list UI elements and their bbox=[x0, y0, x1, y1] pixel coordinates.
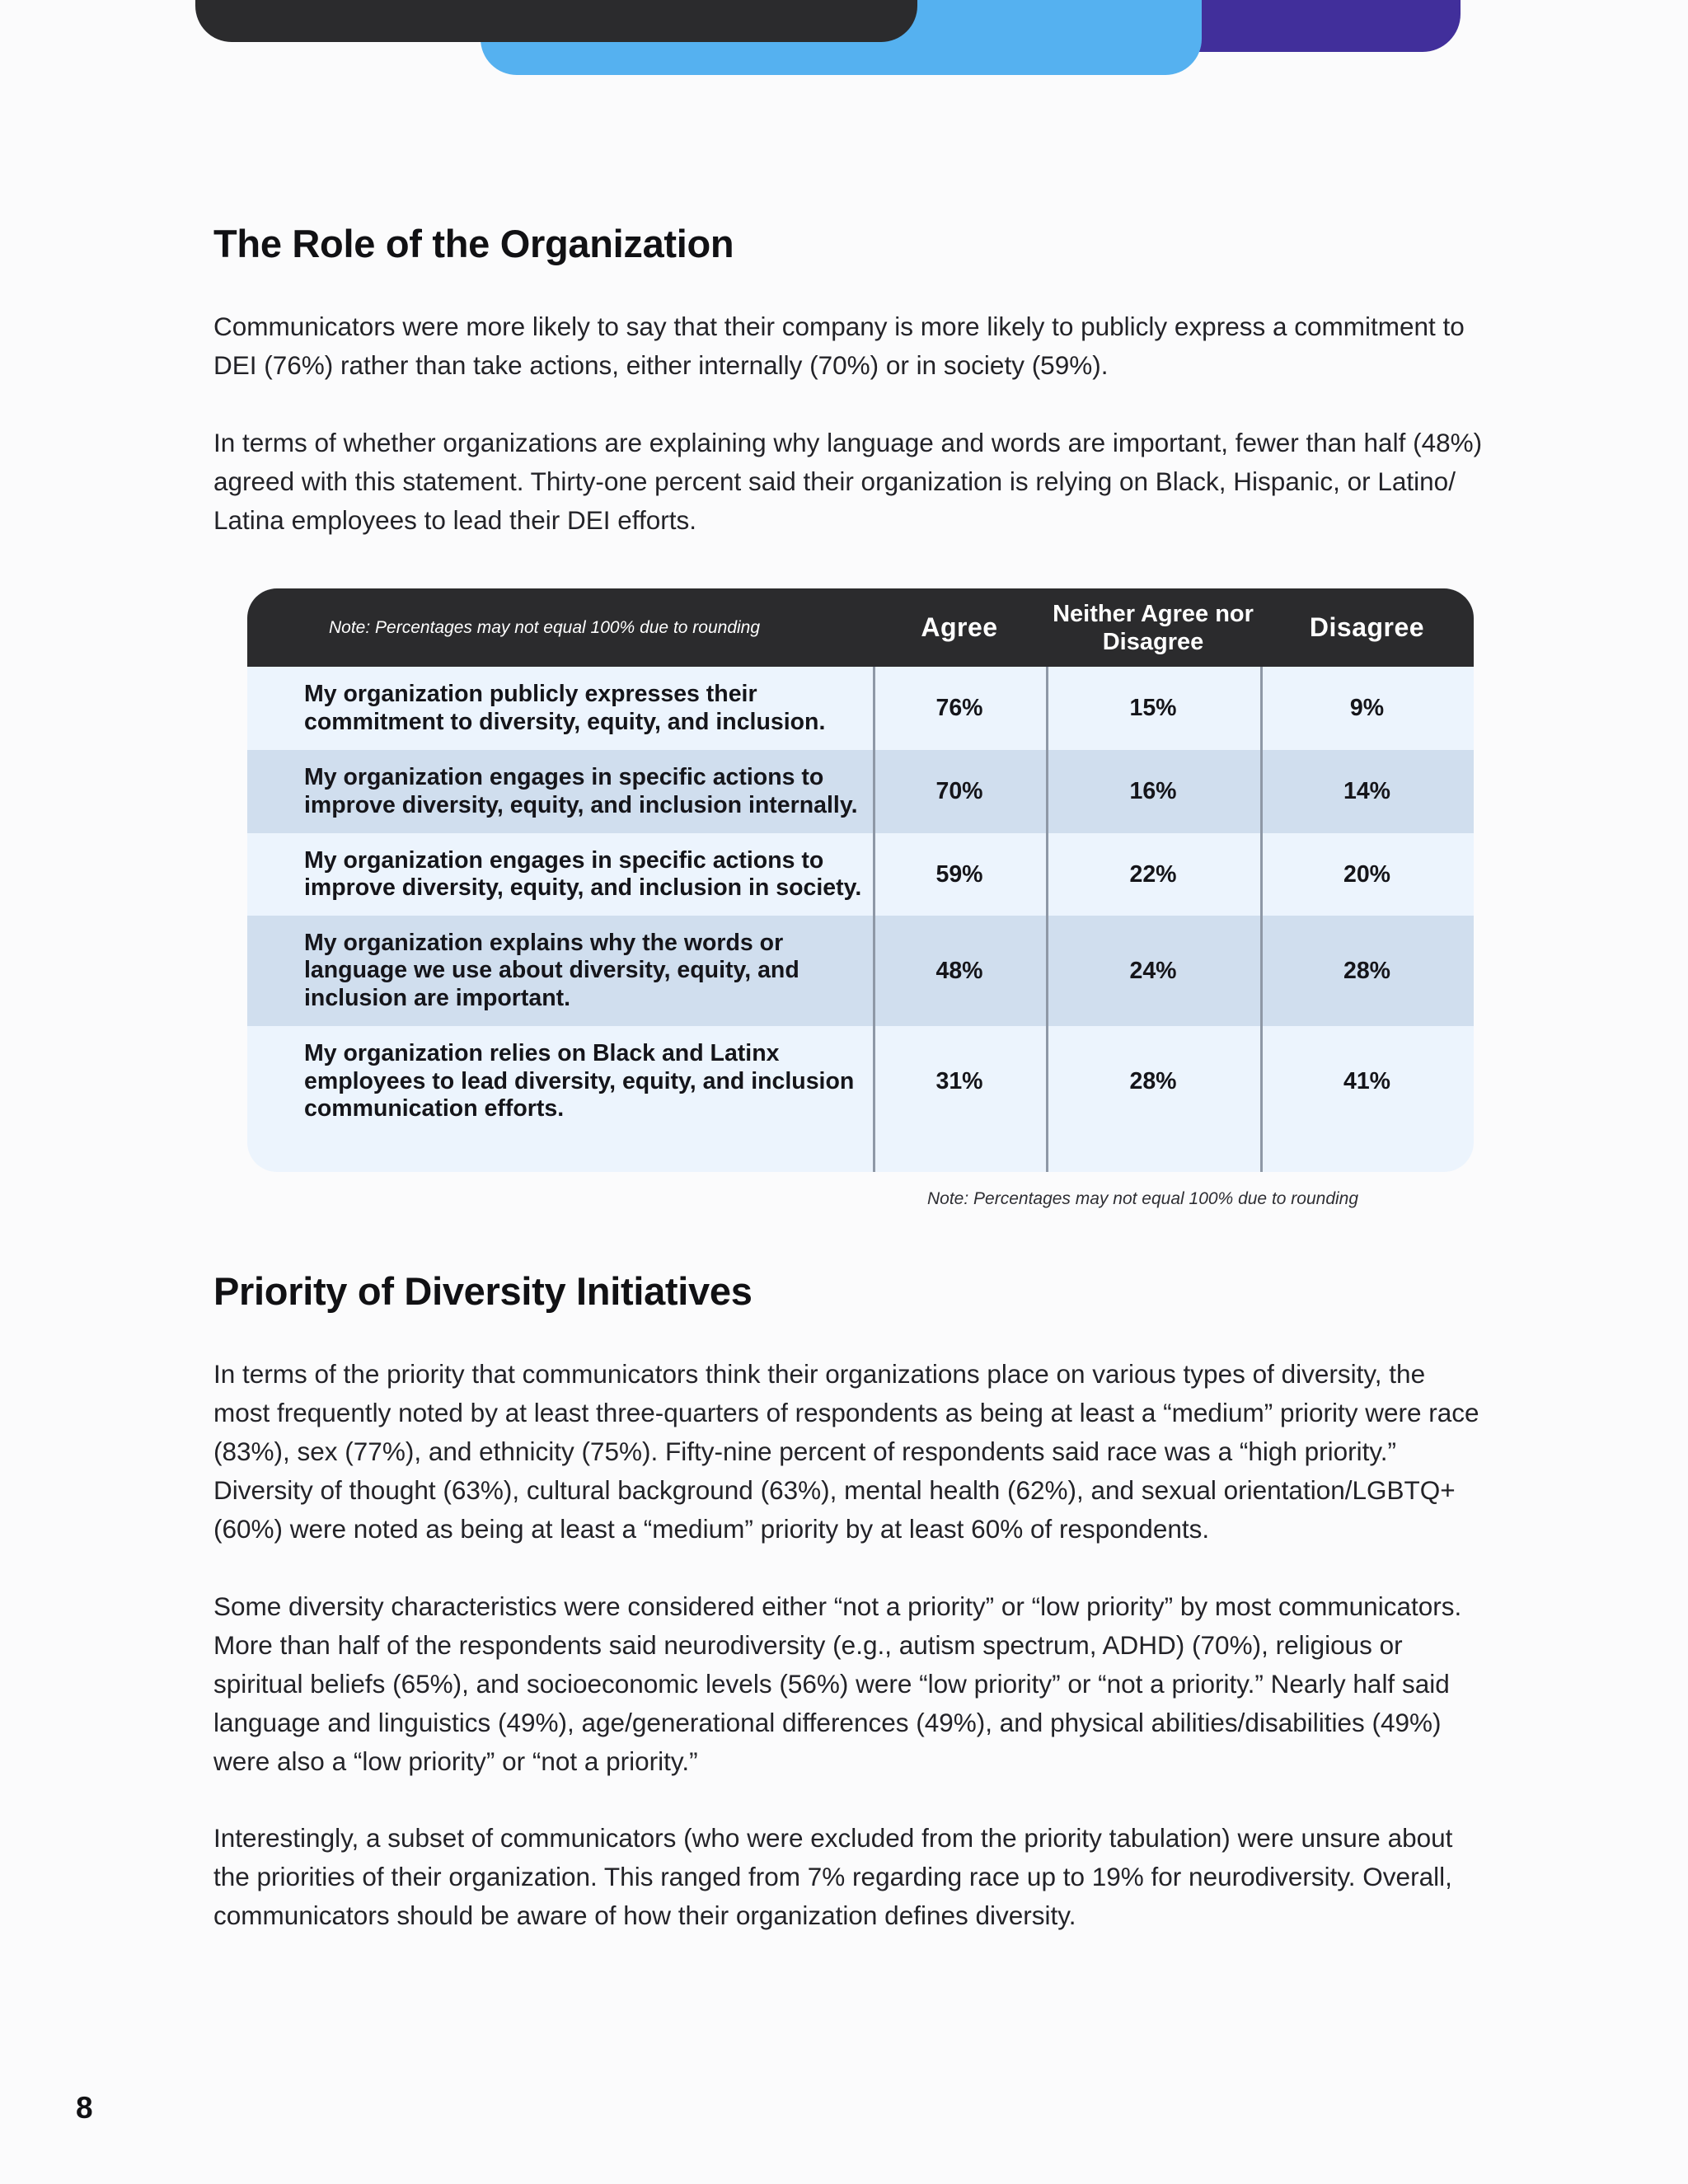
column-divider bbox=[1260, 667, 1263, 1172]
disagree-value: 9% bbox=[1349, 695, 1385, 721]
row-label: My organization explains why the words or language we use about diversity, equity, and inclusion are important. bbox=[304, 929, 799, 1011]
neither-value: 24% bbox=[1129, 957, 1177, 984]
table-header-note: Note: Percentages may not equal 100% due to rounding bbox=[329, 617, 761, 637]
section-heading-role-of-organization: The Role of the Organization bbox=[213, 222, 734, 265]
page-number: 8 bbox=[76, 2091, 93, 2125]
decorative-bar-dark bbox=[195, 0, 917, 42]
disagree-value: 14% bbox=[1343, 778, 1391, 804]
table-row bbox=[247, 833, 1474, 916]
row-label: My organization relies on Black and Latinx employees to lead diversity, equity, and inclusion communication efforts. bbox=[304, 1040, 855, 1122]
column-header-neither: Neither Agree nor Disagree bbox=[1053, 600, 1254, 655]
neither-value: 28% bbox=[1129, 1068, 1177, 1094]
paragraph: In terms of whether organizations are explaining why language and words are important, fewer than half (48%) agreed with this statement. Thirty-one percent said their organization is relying on Black, Hispanic, or Latino/ Latina employees to lead their DEI efforts. bbox=[213, 428, 1483, 535]
row-label: My organization engages in specific actions to improve diversity, equity, and inclusion internally. bbox=[304, 764, 858, 818]
agree-value: 59% bbox=[935, 860, 983, 888]
neither-value: 15% bbox=[1129, 695, 1177, 721]
neither-value: 16% bbox=[1129, 778, 1177, 804]
column-divider bbox=[1046, 667, 1048, 1172]
table-footnote: Note: Percentages may not equal 100% due to rounding bbox=[927, 1189, 1359, 1208]
table-row bbox=[247, 1026, 1474, 1137]
row-label: My organization engages in specific actions to improve diversity, equity, and inclusion in society. bbox=[304, 846, 862, 901]
agree-value: 48% bbox=[935, 957, 983, 984]
row-label: My organization publicly expresses their commitment to diversity, equity, and inclusion. bbox=[304, 681, 826, 735]
column-divider bbox=[873, 667, 875, 1172]
agree-value: 31% bbox=[935, 1068, 983, 1094]
column-header-disagree: Disagree bbox=[1309, 612, 1425, 642]
agree-value: 70% bbox=[935, 778, 983, 804]
section-heading-priority-of-diversity: Priority of Diversity Initiatives bbox=[213, 1269, 753, 1313]
paragraph: In terms of the priority that communicators think their organizations place on various types of diversity, the most frequently noted by at least three-quarters of respondents as being at least a “medium” priority were race (83%), sex (77%), and ethnicity (75%). Fifty-nine percent of respondents said race was a “high priority.” Diversity of thought (63%), cultural background (63%), mental health (62%), and sexual orientation/LGBTQ+ (60%) were noted as being at least a “medium” priority by at least 60% of respondents. bbox=[213, 1359, 1479, 1544]
table-row bbox=[247, 916, 1474, 1026]
neither-value: 22% bbox=[1129, 860, 1177, 888]
column-header-agree: Agree bbox=[921, 612, 998, 642]
disagree-value: 20% bbox=[1343, 860, 1391, 888]
dei-survey-table bbox=[247, 588, 1474, 1172]
paragraph: Interestingly, a subset of communicators (who were excluded from the priority tabulation) were unsure about the priorities of their organization. This ranged from 7% regarding race up to 19% for neurodiversity. Overall, communicators should be aware of how their organization defines diversity. bbox=[213, 1823, 1453, 1930]
disagree-value: 41% bbox=[1343, 1068, 1391, 1094]
table-row bbox=[247, 750, 1474, 833]
paragraph: Communicators were more likely to say that their company is more likely to publicly express a commitment to DEI (76%) rather than take actions, either internally (70%) or in society (59%). bbox=[213, 312, 1465, 380]
paragraph: Some diversity characteristics were considered either “not a priority” or “low priority” by most communicators. More than half of the respondents said neurodiversity (e.g., autism spectrum, ADHD) (70%), religious or spiritual beliefs (65%), and socioeconomic levels (56%) were “low priority” or “not a priority.” Nearly half said language and linguistics (49%), age/generational differences (49%), and physical abilities/disabilities (49%) were also a “low priority” or “not a priority.” bbox=[213, 1591, 1462, 1776]
table-row bbox=[247, 667, 1474, 750]
disagree-value: 28% bbox=[1343, 957, 1391, 984]
agree-value: 76% bbox=[935, 695, 983, 721]
table-header bbox=[247, 588, 1474, 667]
